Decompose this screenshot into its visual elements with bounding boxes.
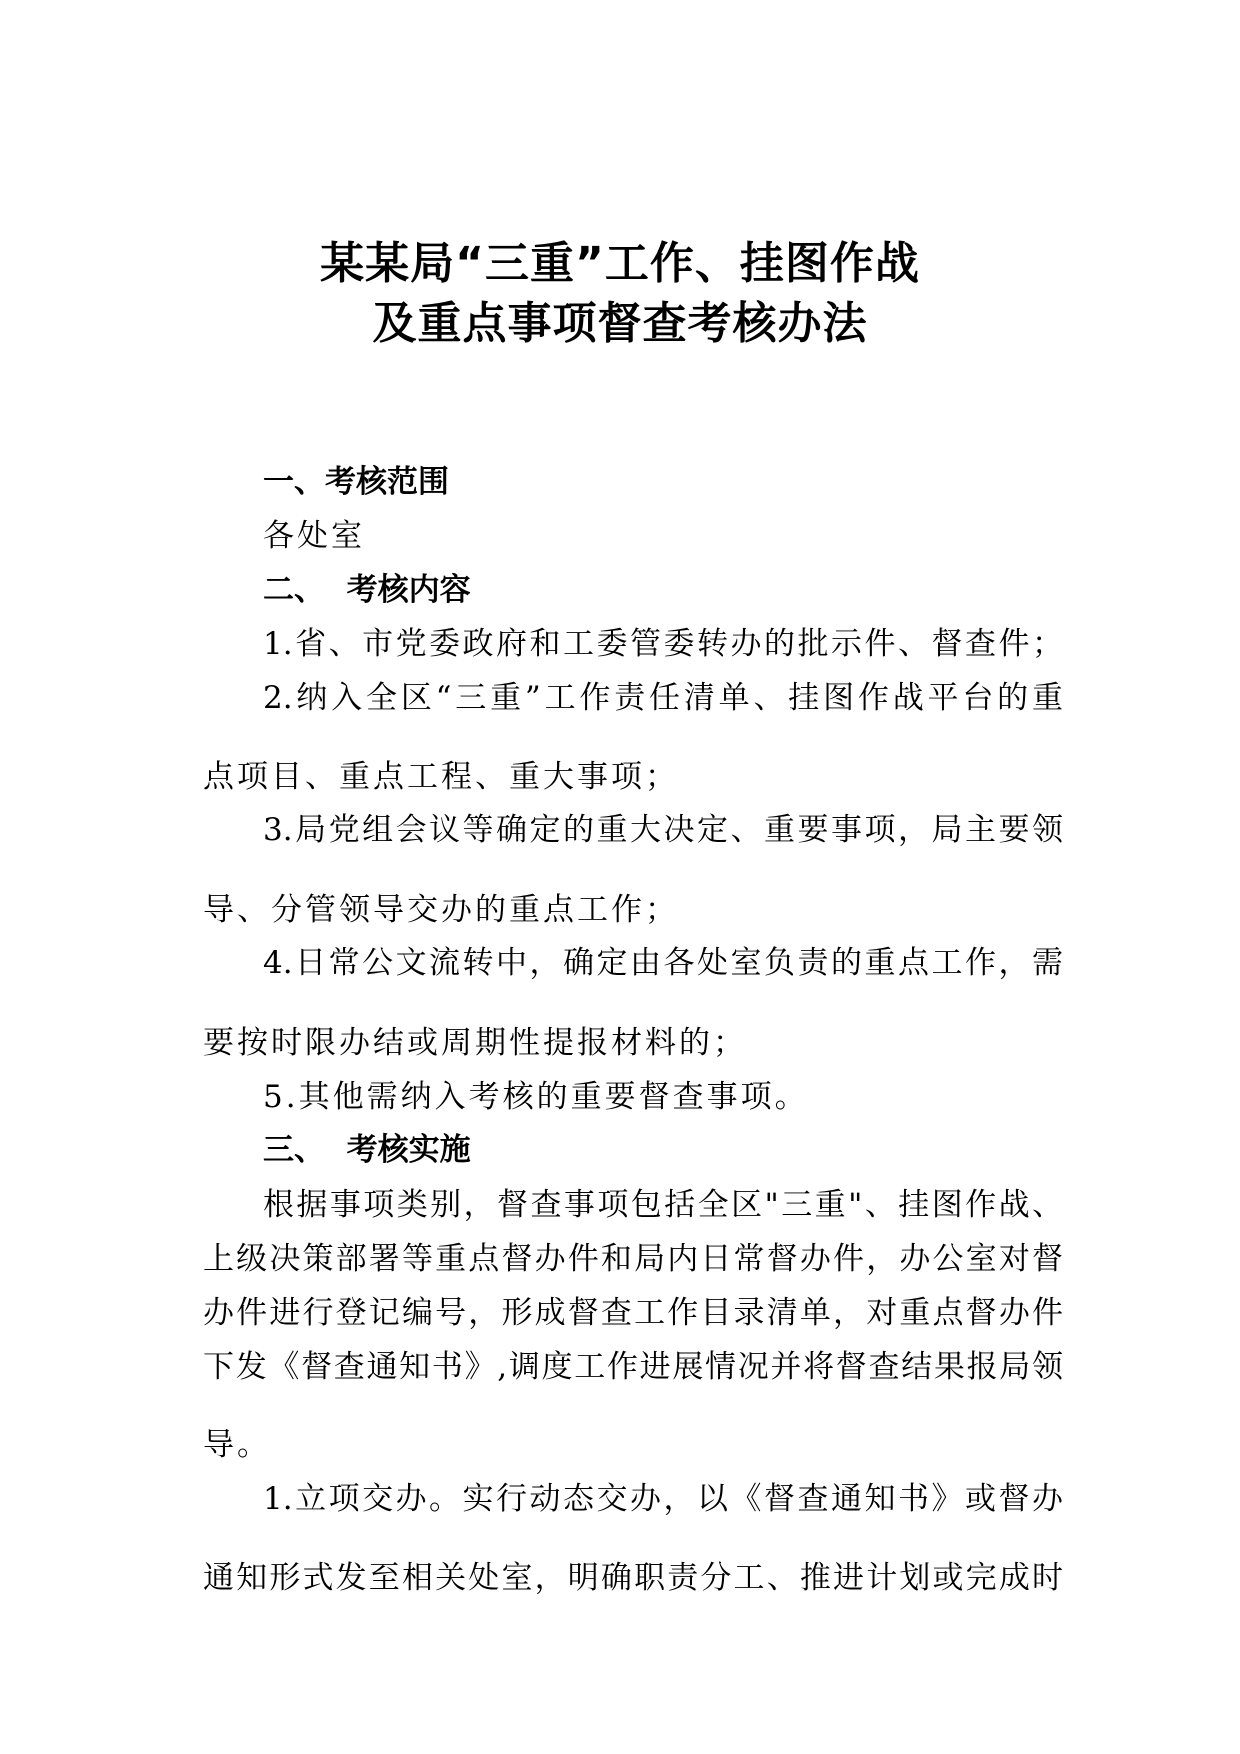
section-heading-content: 二、 考核内容 xyxy=(263,572,471,608)
sub-item-1-line-1: 1.立项交办。实行动态交办，以《督查通知书》或督办 xyxy=(263,1481,1063,1517)
list-item-3-line-1: 3.局党组会议等确定的重大决定、重要事项，局主要领 xyxy=(263,812,1063,848)
paragraph-line: 各处室 xyxy=(263,518,365,554)
paragraph-line: 导。 xyxy=(203,1427,271,1463)
list-item-2-line-1: 2.纳入全区“三重”工作责任清单、挂图作战平台的重 xyxy=(263,680,1063,716)
paragraph-line: 办件进行登记编号，形成督查工作目录清单，对重点督办件 xyxy=(203,1295,1063,1331)
section-heading-implementation: 三、 考核实施 xyxy=(263,1132,471,1168)
list-item-5: 5.其他需纳入考核的重要督查事项。 xyxy=(263,1079,809,1115)
paragraph-line: 根据事项类别，督查事项包括全区"三重"、挂图作战、 xyxy=(263,1187,1063,1223)
paragraph-line: 下发《督查通知书》,调度工作进展情况并将督查结果报局领 xyxy=(203,1349,1063,1385)
sub-item-1-line-2: 通知形式发至相关处室，明确职责分工、推进计划或完成时 xyxy=(203,1560,1063,1596)
list-item-4-line-1: 4.日常公文流转中，确定由各处室负责的重点工作，需 xyxy=(263,945,1063,981)
list-item-4-line-2: 要按时限办结或周期性提报材料的； xyxy=(203,1025,747,1061)
section-heading-scope: 一、考核范围 xyxy=(263,464,449,500)
list-item-2-line-2: 点项目、重点工程、重大事项； xyxy=(203,759,679,795)
list-item-1: 1.省、市党委政府和工委管委转办的批示件、督查件； xyxy=(263,626,1063,662)
document-title-line-1: 某某局“三重”工作、挂图作战 xyxy=(320,238,920,289)
paragraph-line: 上级决策部署等重点督办件和局内日常督办件，办公室对督 xyxy=(203,1241,1063,1277)
list-item-3-line-2: 导、分管领导交办的重点工作； xyxy=(203,892,679,928)
document-title-line-2: 及重点事项督查考核办法 xyxy=(372,298,868,349)
